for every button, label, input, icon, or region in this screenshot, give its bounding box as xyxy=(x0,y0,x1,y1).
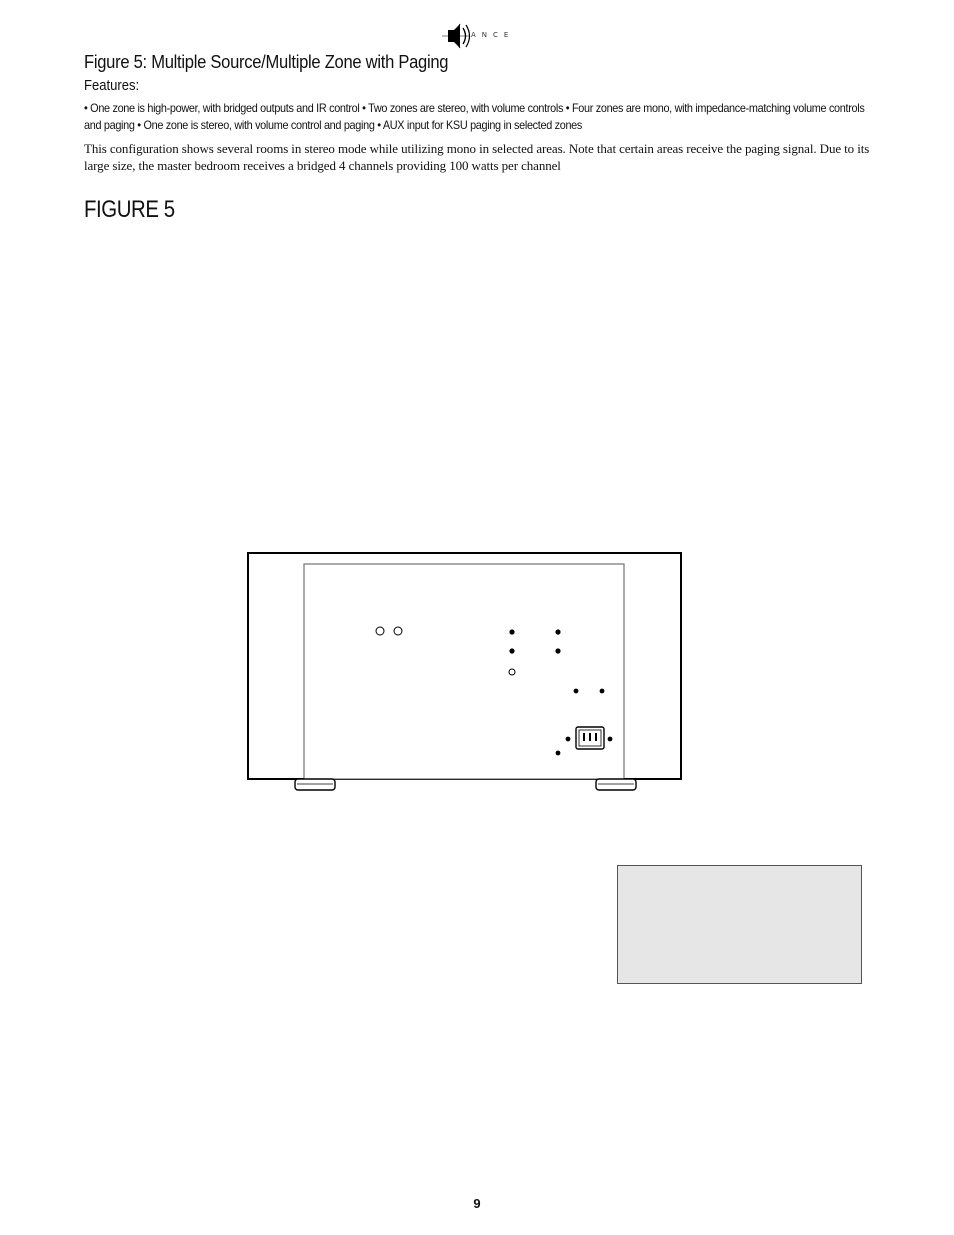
amplifier-rear-panel xyxy=(246,551,684,796)
figure-label: FIGURE 5 xyxy=(84,196,175,223)
screw xyxy=(574,689,579,694)
input-jack-left xyxy=(376,627,384,635)
power-inlet-icon xyxy=(576,727,604,749)
input-jack-right xyxy=(394,627,402,635)
speaker-terminal xyxy=(509,648,514,653)
features-heading: Features: xyxy=(84,78,140,94)
configuration-description: This configuration shows several rooms in stereo mode while utilizing mono in selected areas. Note that certain areas receive the paging signal. Due to its large size, the master bedroom receives a bridged 4 channels providing 100 watts per channel xyxy=(84,141,870,173)
screw xyxy=(566,737,571,742)
features-list: • One zone is high-power, with bridged outputs and IR control • Two zones are stereo, with volume controls • Four zones are mono, with impedance-matching volume controls and paging • One zone is stereo, with volume control and paging • AUX input for KSU paging in selected zones xyxy=(84,101,865,132)
speaker-terminal xyxy=(555,629,560,634)
screw xyxy=(600,689,605,694)
page-number: 9 xyxy=(473,1196,481,1211)
chassis-foot-left xyxy=(295,779,335,790)
logo-wordmark: ANCE xyxy=(471,31,515,39)
ground-terminal xyxy=(509,669,515,675)
screw xyxy=(556,751,561,756)
screw xyxy=(608,737,613,742)
speaker-terminal xyxy=(555,648,560,653)
figure-title: Figure 5: Multiple Source/Multiple Zone with Paging xyxy=(84,52,449,72)
speaker-terminal xyxy=(509,629,514,634)
callout-box xyxy=(617,865,862,984)
chassis-foot-right xyxy=(596,779,636,790)
